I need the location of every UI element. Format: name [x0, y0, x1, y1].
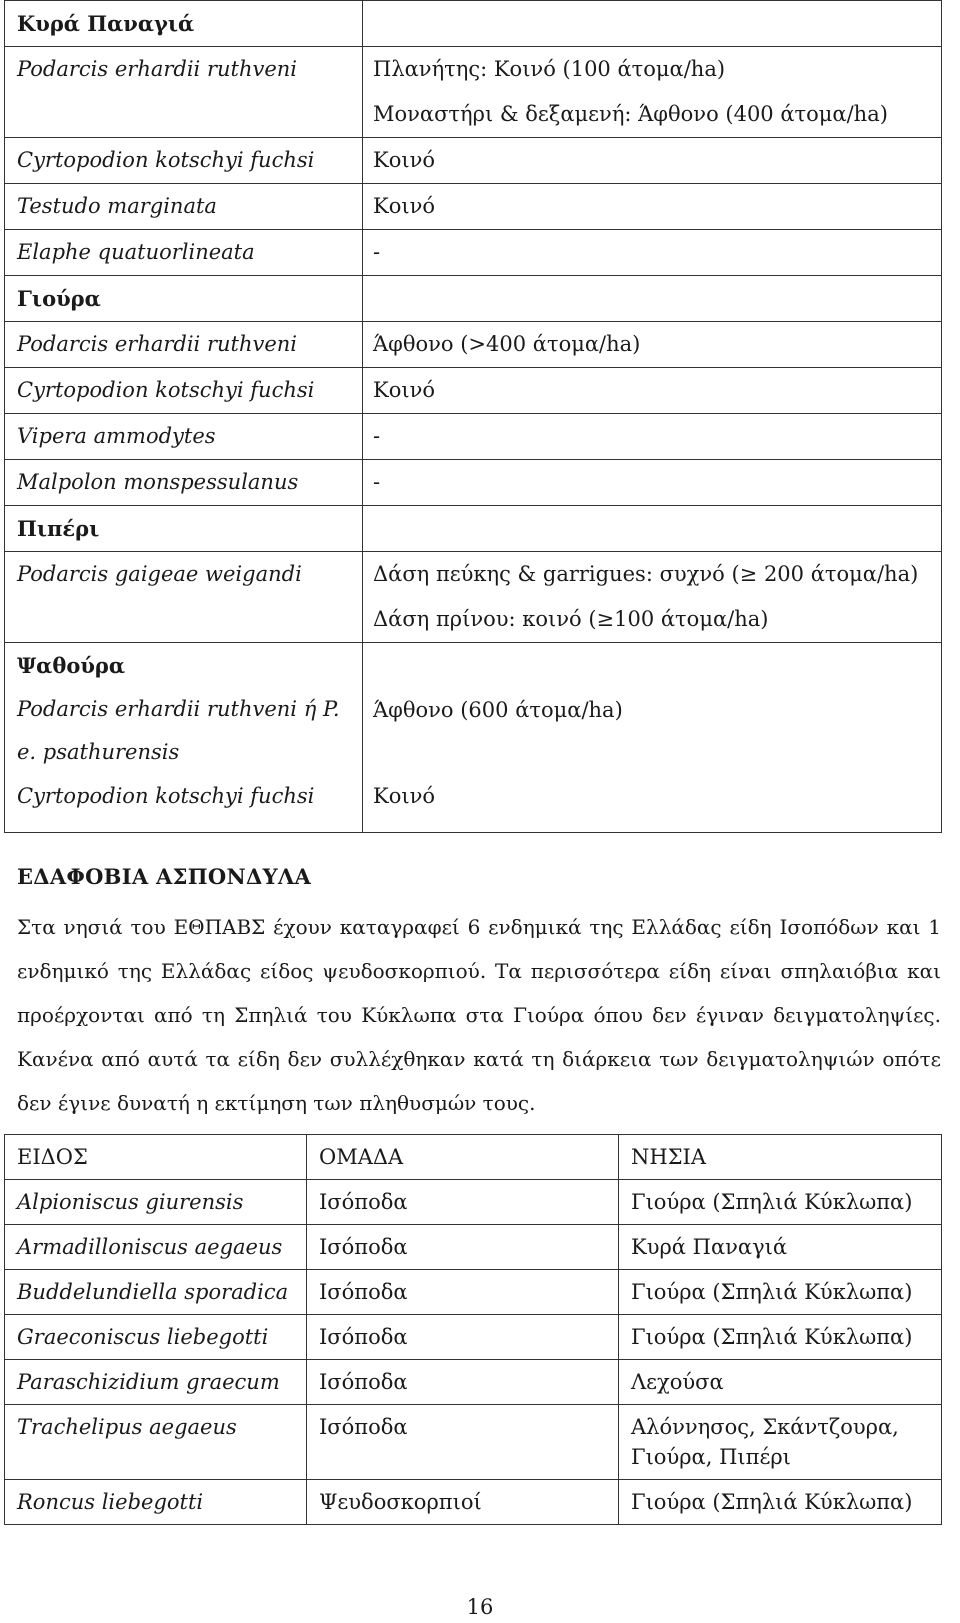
table-row [5, 1270, 942, 1315]
status-cell: Δάση πρίνου: κοινό (≥100 άτομα/ha) [363, 597, 942, 643]
table-row [5, 1315, 942, 1360]
section-title: ΕΔΑΦΟΒΙΑ ΑΣΠΟΝΔΥΛΑ [17, 864, 312, 889]
table-row [5, 1405, 942, 1480]
status-cell [363, 1, 942, 47]
group-cell: Ψευδοσκορπιοί [307, 1480, 619, 1525]
table-row [5, 1480, 942, 1525]
status-cell: Κοινό [363, 138, 942, 184]
species-name: Malpolon monspessulanus [5, 460, 363, 506]
species-name: Trachelipus aegaeus [5, 1405, 307, 1480]
status-cell: - [363, 414, 942, 460]
status-cell: - [363, 460, 942, 506]
column-header-species: ΕΙΔΟΣ [5, 1135, 307, 1180]
species-name: Cyrtopodion kotschyi fuchsi [5, 774, 363, 833]
status-cell: Κοινό [363, 774, 942, 833]
table-row [5, 138, 942, 184]
islands-cell: Γιούρα (Σπηλιά Κύκλωπα) [619, 1480, 942, 1525]
endemics-table [4, 1134, 942, 1525]
table-row [5, 1180, 942, 1225]
location-name: Γιούρα [5, 276, 363, 322]
species-name: Elaphe quatuorlineata [5, 230, 363, 276]
species-name: Graeconiscus liebegotti [5, 1315, 307, 1360]
table-row [5, 92, 942, 138]
species-name: Roncus liebegotti [5, 1480, 307, 1525]
status-cell: Κοινό [363, 368, 942, 414]
species-name: Cyrtopodion kotschyi fuchsi [5, 368, 363, 414]
table-row [5, 643, 942, 689]
status-cell: - [363, 230, 942, 276]
table-row [5, 184, 942, 230]
status-cell: Πλανήτης: Κοινό (100 άτομα/ha) [363, 47, 942, 93]
species-name: Vipera ammodytes [5, 414, 363, 460]
species-name: Podarcis erhardii ruthveni [5, 47, 363, 93]
species-name [5, 92, 363, 138]
species-name [5, 597, 363, 643]
column-header-group: ΟΜΑΔΑ [307, 1135, 619, 1180]
group-cell: Ισόποδα [307, 1270, 619, 1315]
species-name: Paraschizidium graecum [5, 1360, 307, 1405]
table-row [5, 460, 942, 506]
islands-cell: Γιούρα (Σπηλιά Κύκλωπα) [619, 1315, 942, 1360]
page-number: 16 [466, 1595, 494, 1619]
reptile-table [4, 0, 942, 833]
group-cell: Ισόποδα [307, 1405, 619, 1480]
group-cell: Ισόποδα [307, 1225, 619, 1270]
islands-cell: Λεχούσα [619, 1360, 942, 1405]
status-cell: Μοναστήρι & δεξαμενή: Άφθονο (400 άτομα/ha) [363, 92, 942, 138]
species-name: Podarcis erhardii ruthveni ή P. e. psathurensis [5, 688, 363, 774]
location-name: Κυρά Παναγιά [5, 1, 363, 47]
location-name: Πιπέρι [5, 506, 363, 552]
islands-cell: Κυρά Παναγιά [619, 1225, 942, 1270]
table-row [5, 414, 942, 460]
table-row [5, 322, 942, 368]
status-cell: Άφθονο (>400 άτομα/ha) [363, 322, 942, 368]
table-row [5, 368, 942, 414]
table-row [5, 597, 942, 643]
species-name: Podarcis erhardii ruthveni [5, 322, 363, 368]
section-body: Στα νησιά του ΕΘΠΑΒΣ έχουν καταγραφεί 6 ενδημικά της Ελλάδας είδη Ισοπόδων και 1 ενδημικό της Ελλάδας είδος ψευδοσκορπιού. Τα περισσότερα είδη είναι σπηλαιόβια και προέρχονται από τη Σπηλιά του Κύκλωπα στα Γιούρα όπου δεν έγιναν δειγματοληψίες. Κανένα από αυτά τα είδη δεν συλλέχθηκαν κατά τη διάρκεια των δειγματοληψιών οπότε δεν έγινε δυνατή η εκτίμηση των πληθυσμών τους. [17, 915, 941, 1115]
table-row [5, 1, 942, 47]
status-cell [363, 276, 942, 322]
table-row [5, 774, 942, 833]
table-row [5, 1225, 942, 1270]
species-name: Armadilloniscus aegaeus [5, 1225, 307, 1270]
islands-cell: Αλόννησος, Σκάντζουρα, Γιούρα, Πιπέρι [619, 1405, 942, 1480]
status-cell: Δάση πεύκης & garrigues: συχνό (≥ 200 άτομα/ha) [363, 552, 942, 598]
table-row [5, 1360, 942, 1405]
table-row [5, 688, 942, 774]
islands-cell: Γιούρα (Σπηλιά Κύκλωπα) [619, 1270, 942, 1315]
status-cell: Άφθονο (600 άτομα/ha) [363, 688, 942, 774]
species-name: Buddelundiella sporadica [5, 1270, 307, 1315]
table-row [5, 506, 942, 552]
group-cell: Ισόποδα [307, 1315, 619, 1360]
species-name: Alpioniscus giurensis [5, 1180, 307, 1225]
status-cell [363, 506, 942, 552]
islands-cell: Γιούρα (Σπηλιά Κύκλωπα) [619, 1180, 942, 1225]
table-row [5, 276, 942, 322]
location-name: Ψαθούρα [5, 643, 363, 689]
column-header-islands: ΝΗΣΙΑ [619, 1135, 942, 1180]
group-cell: Ισόποδα [307, 1360, 619, 1405]
table-row [5, 47, 942, 93]
species-name: Cyrtopodion kotschyi fuchsi [5, 138, 363, 184]
table-header-row [5, 1135, 942, 1180]
species-name: Testudo marginata [5, 184, 363, 230]
species-name: Podarcis gaigeae weigandi [5, 552, 363, 598]
group-cell: Ισόποδα [307, 1180, 619, 1225]
status-cell: Κοινό [363, 184, 942, 230]
table-row [5, 552, 942, 598]
status-cell [363, 643, 942, 689]
table-row [5, 230, 942, 276]
